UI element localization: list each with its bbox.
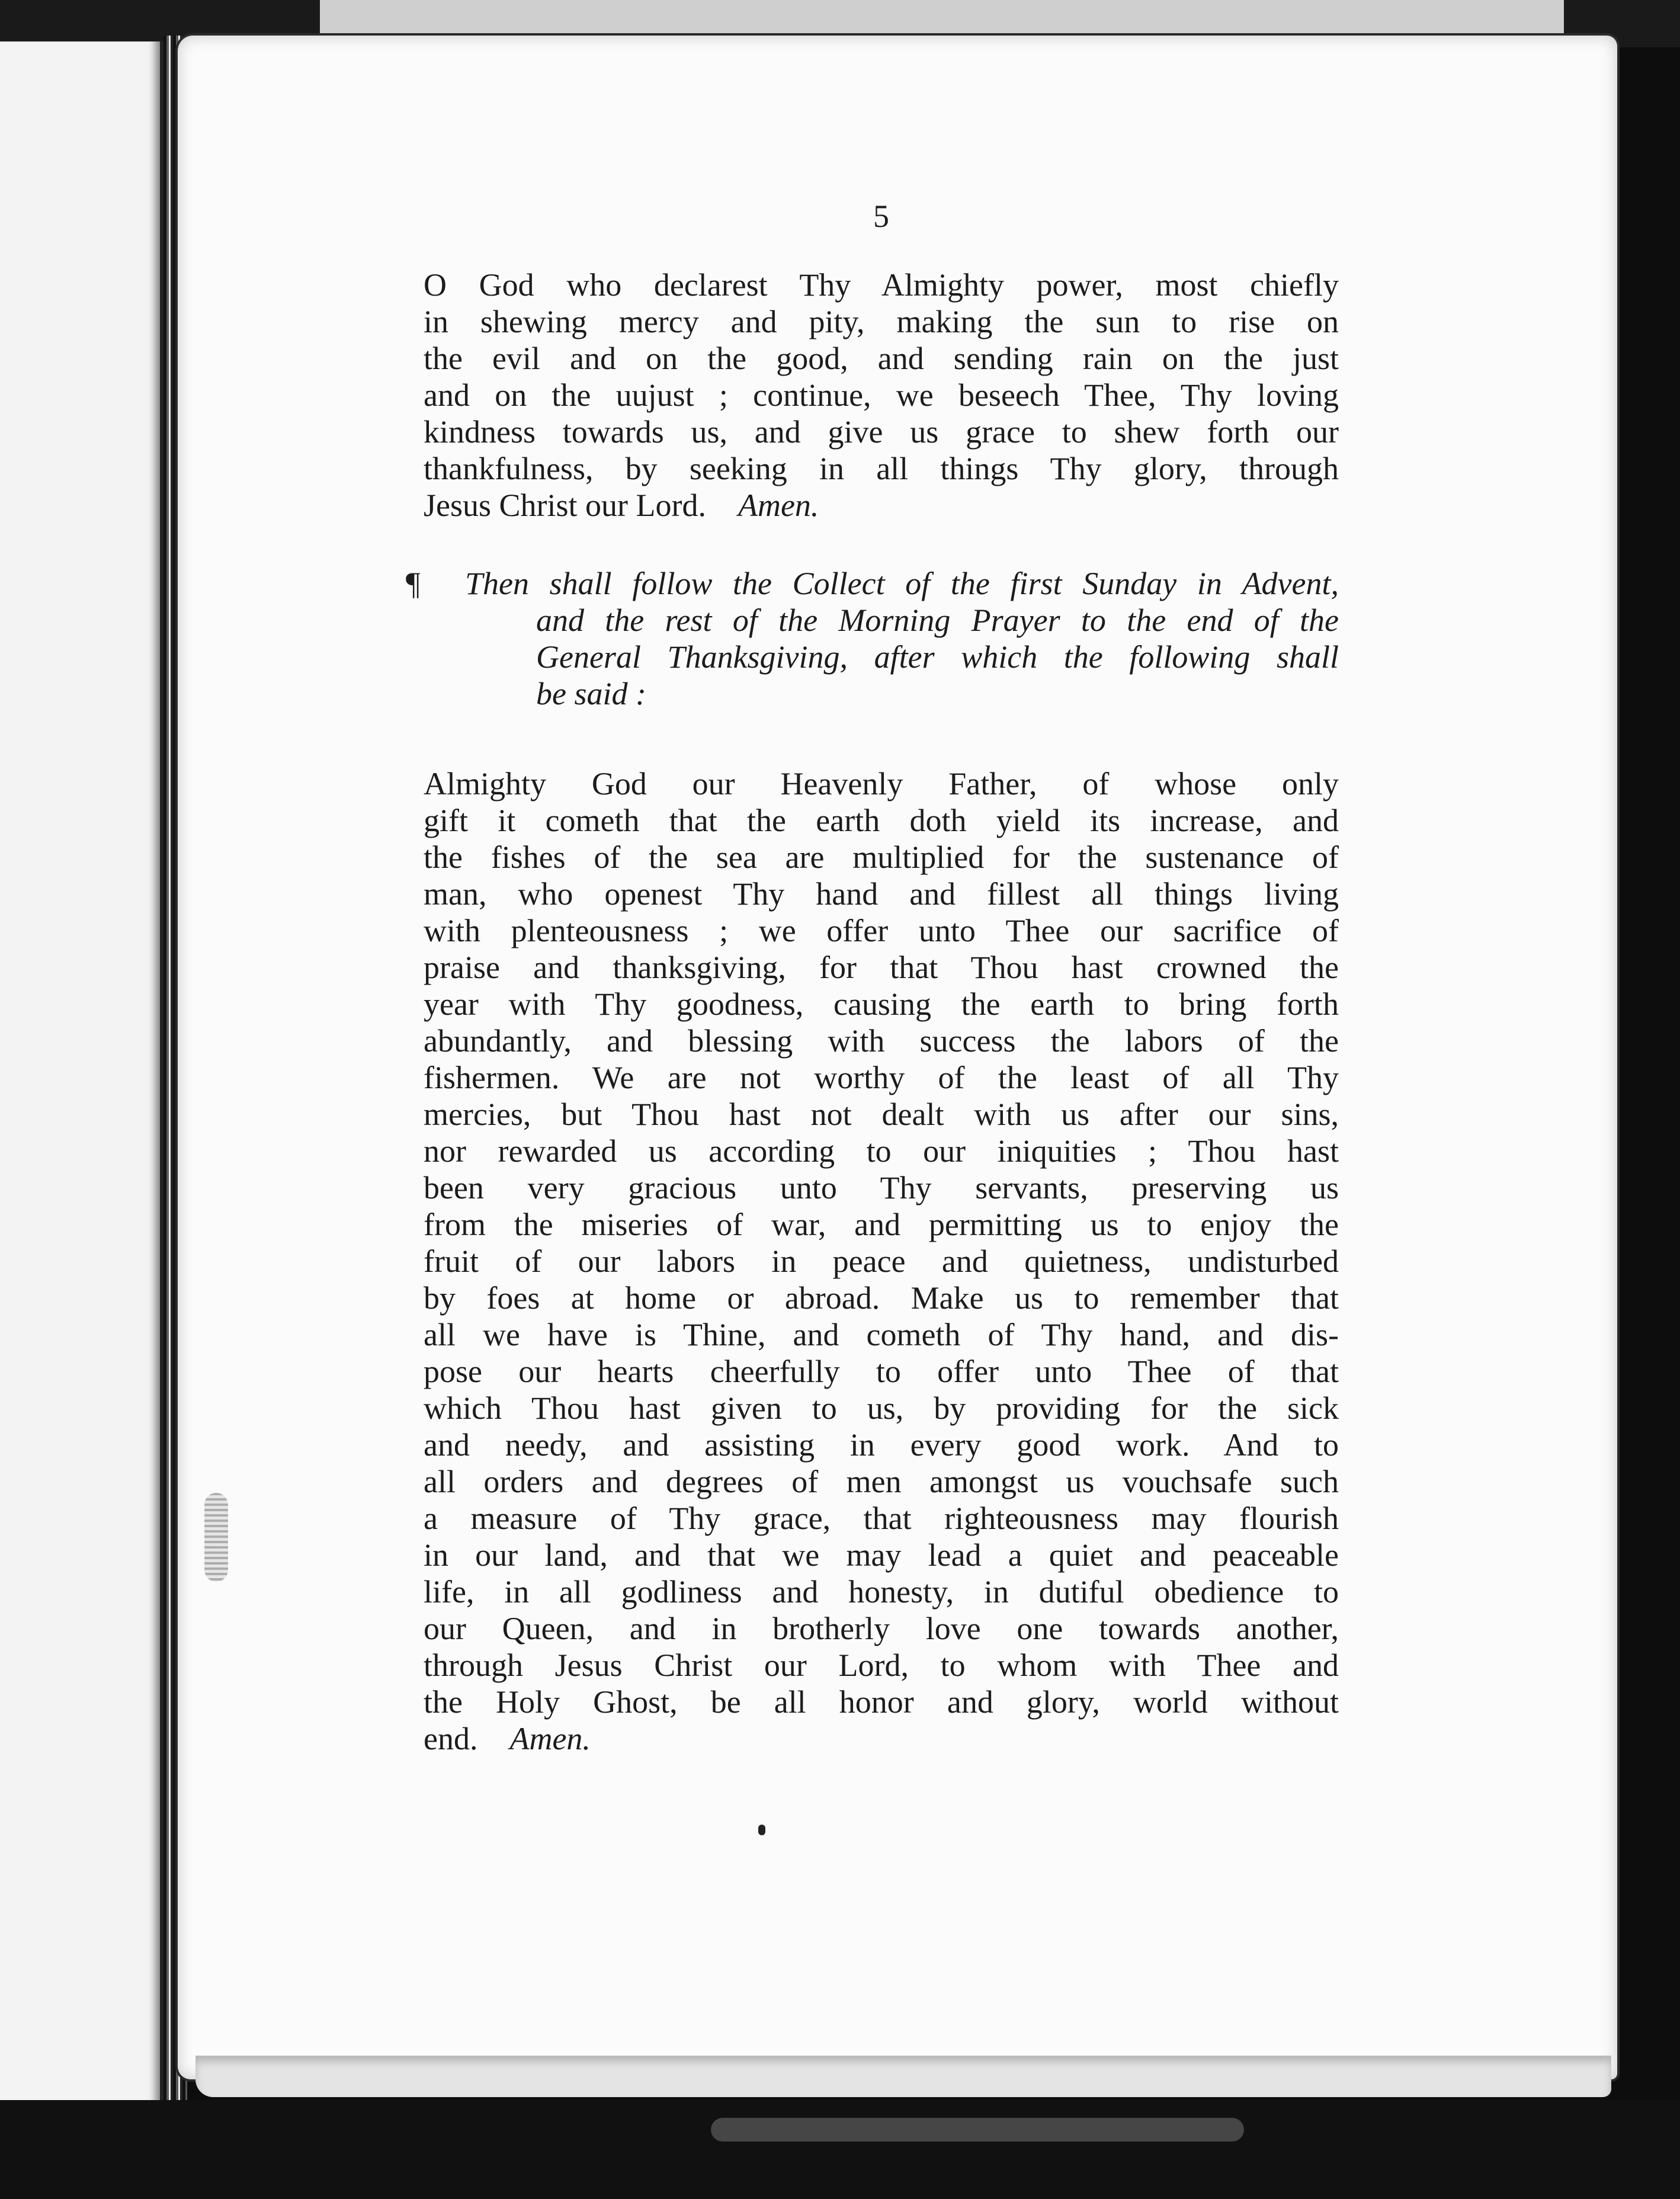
prayer-line: fishermen. We are not worthy of the least of all Thy [424, 1060, 1339, 1095]
page-number: 5 [873, 198, 889, 234]
prayer-line: praise and thanksgiving, for that Thou hast crowned the [424, 950, 1339, 985]
rubric [406, 565, 1339, 712]
prayer-line: year with Thy goodness, causing the earth to bring forth [424, 986, 1339, 1022]
prayer-line: and needy, and assisting in every good work. And to [424, 1427, 1339, 1463]
collect-line: in shewing mercy and pity, making the sun to rise on [424, 304, 1339, 339]
collect-line: thankfulness, by seeking in all things Thy glory, through [424, 451, 1339, 486]
scanner-background-bottom [0, 2100, 1680, 2199]
prayer-line: Almighty God our Heavenly Father, of whose only [424, 766, 1339, 802]
collect-line: O God who declarest Thy Almighty power, most chiefly [424, 267, 1339, 303]
margin-smudge [204, 1493, 228, 1582]
collect-last-line [424, 487, 1339, 524]
prayer-line: end. [424, 1721, 478, 1756]
rubric-line: General Thanksgiving, after which the following shall [536, 639, 1339, 675]
page-text [406, 178, 1339, 1757]
prayer-line: from the miseries of war, and permitting us to enjoy the [424, 1207, 1339, 1242]
paper-crumb [711, 2118, 1244, 2142]
pilcrow-mark: ¶ [406, 566, 421, 601]
prayer-line: life, in all godliness and honesty, in dutiful obedience to [424, 1574, 1339, 1610]
rubric-line: be said : [536, 676, 646, 711]
prayer-last-line [424, 1720, 1339, 1757]
prayer-line: the fishes of the sea are multiplied for the sustenance of [424, 839, 1339, 875]
collect-line: the evil and on the good, and sending rain on the just [424, 341, 1339, 376]
collect-amen: Amen. [738, 488, 819, 523]
prayer-line: mercies, but Thou hast not dealt with us after our sins, [424, 1097, 1339, 1132]
prayer-line: our Queen, and in brotherly love one towards another, [424, 1611, 1339, 1646]
prayer-line: a measure of Thy grace, that righteousness may flourish [424, 1501, 1339, 1536]
prayer-line: the Holy Ghost, be all honor and glory, world without [424, 1684, 1339, 1720]
prayer-line: by foes at home or abroad. Make us to remember that [424, 1280, 1339, 1316]
collect-line: and on the uujust ; continue, we beseech Thee, Thy loving [424, 377, 1339, 413]
prayer-line: with plenteousness ; we offer unto Thee our sacrifice of [424, 913, 1339, 948]
rubric-line: Then shall follow the Collect of the first Sunday in Advent, [465, 566, 1339, 601]
prayer-line: nor rewarded us according to our iniquities ; Thou hast [424, 1133, 1339, 1169]
ink-speck [758, 1825, 765, 1835]
prayer-amen: Amen. [509, 1721, 591, 1756]
prayer-line: man, who openest Thy hand and fillest all things living [424, 876, 1339, 912]
page-bottom-edge [195, 2056, 1611, 2097]
prayer-paragraph [424, 765, 1339, 1757]
previous-page-edge [0, 41, 163, 2109]
prayer-line: all orders and degrees of men amongst us vouchsafe such [424, 1464, 1339, 1499]
prayer-line: which Thou hast given to us, by providing for the sick [424, 1390, 1339, 1426]
prayer-line: pose our hearts cheerfully to offer unto Thee of that [424, 1354, 1339, 1389]
prayer-line: in our land, and that we may lead a quiet and peaceable [424, 1537, 1339, 1573]
rubric-line: and the rest of the Morning Prayer to the end of the [536, 602, 1339, 638]
prayer-line: gift it cometh that the earth doth yield its increase, and [424, 803, 1339, 838]
prayer-line: abundantly, and blessing with success the labors of the [424, 1023, 1339, 1059]
prayer-line: all we have is Thine, and cometh of Thy hand, and dis- [424, 1317, 1339, 1352]
prayer-line: fruit of our labors in peace and quietness, undisturbed [424, 1243, 1339, 1279]
collect-line: Jesus Christ our Lord. [424, 488, 706, 523]
prayer-line: through Jesus Christ our Lord, to whom with Thee and [424, 1647, 1339, 1683]
prayer-line: been very gracious unto Thy servants, preserving us [424, 1170, 1339, 1206]
collect-line: kindness towards us, and give us grace to shew forth our [424, 414, 1339, 450]
collect-paragraph [424, 267, 1339, 524]
